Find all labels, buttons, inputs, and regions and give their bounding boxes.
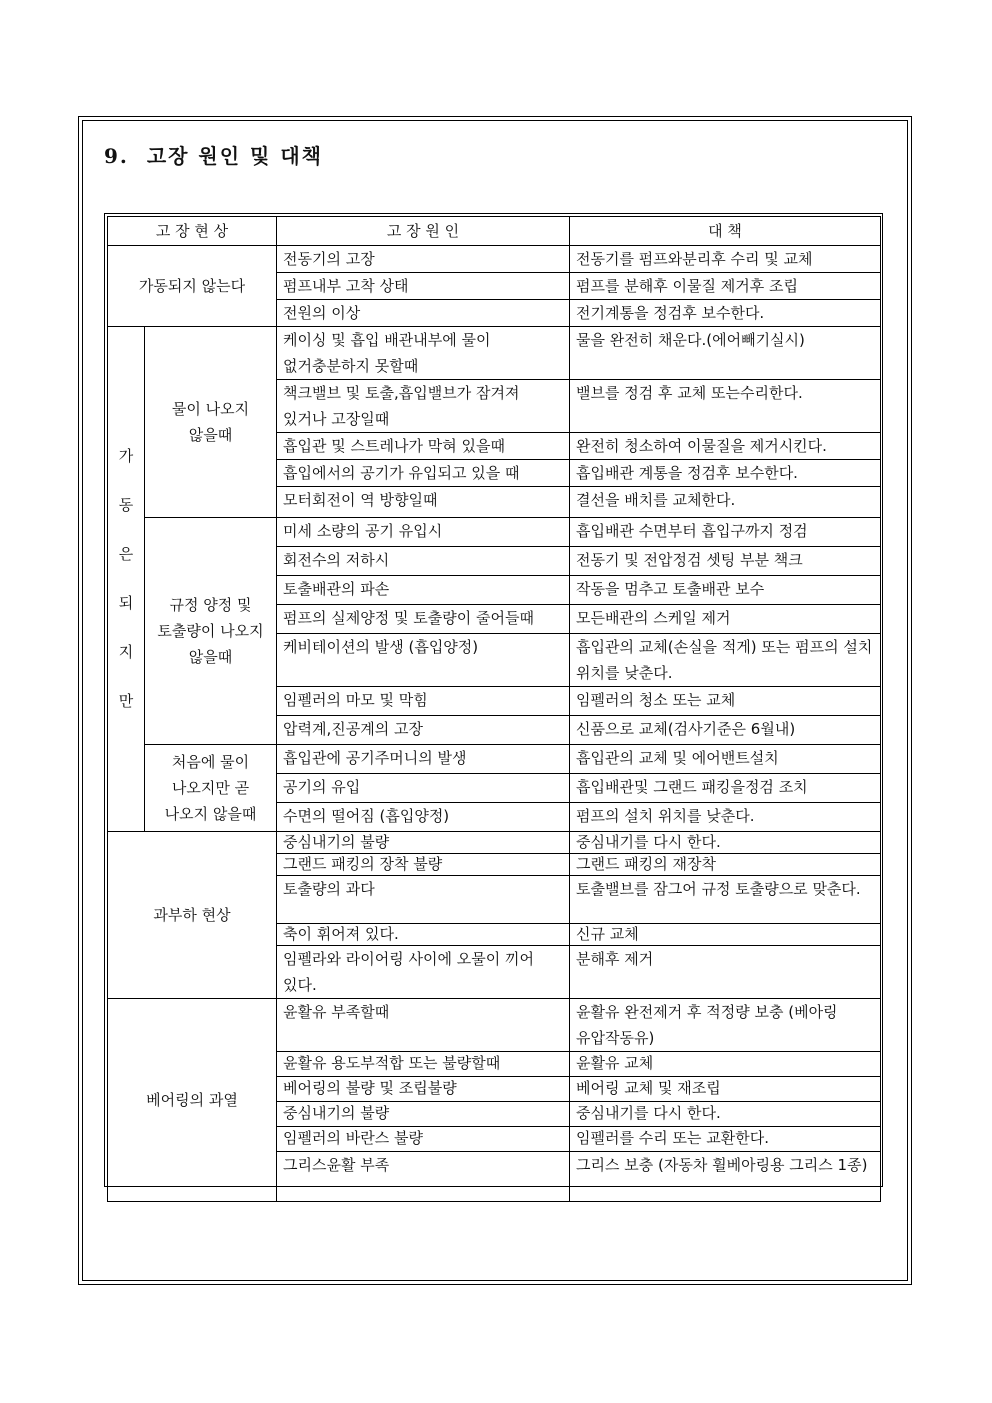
cause-cell: 임펠러의 바란스 불량	[277, 1127, 570, 1152]
remedy-cell: 펌프를 분해후 이물질 제거후 조립	[570, 273, 881, 300]
symptom-cell: 과부하 현상	[108, 832, 277, 999]
cause-cell: 임펠러의 마모 및 막힘	[277, 687, 570, 716]
section-number: 9.	[104, 144, 129, 168]
remedy-cell: 완전히 청소하여 이물질을 제거시킨다.	[570, 433, 881, 460]
cause-cell: 수면의 떨어짐 (흡입양정)	[277, 803, 570, 832]
sub-symptom-cell: 처음에 물이 나오지만 곧 나오지 않을때	[145, 745, 277, 832]
cause-cell: 임펠라와 라이어링 사이에 오물이 끼어 있다.	[277, 946, 570, 999]
symptom-cell: 베어링의 과열	[108, 999, 277, 1202]
cause-cell: 펌프의 실제양정 및 토출량이 줄어들때	[277, 605, 570, 634]
remedy-cell: 흡입배관 계통을 정검후 보수한다.	[570, 460, 881, 487]
remedy-cell: 결선을 배치를 교체한다.	[570, 487, 881, 518]
cause-cell: 공기의 유입	[277, 774, 570, 803]
vertical-char: 지	[118, 643, 134, 661]
remedy-cell: 흡입관의 교체(손실을 적게) 또는 펌프의 설치 위치를 낮춘다.	[570, 634, 881, 687]
remedy-cell: 중심내기를 다시 한다.	[570, 1102, 881, 1127]
header-cause: 고 장 원 인	[277, 217, 570, 246]
sub-symptom-cell: 규정 양정 및 토출량이 나오지 않을때	[145, 518, 277, 745]
cause-cell: 윤활유 부족할때	[277, 999, 570, 1052]
header-symptom: 고 장 현 상	[108, 217, 277, 246]
symptom-vertical-label	[108, 327, 145, 832]
remedy-cell: 신규 교체	[570, 924, 881, 946]
remedy-cell: 작동을 멈추고 토출배관 보수	[570, 576, 881, 605]
cause-cell: 흡입관에 공기주머니의 발생	[277, 745, 570, 774]
remedy-cell: 토출밸브를 잠그어 규정 토출량으로 맞춘다.	[570, 876, 881, 924]
remedy-cell: 밸브를 정검 후 교체 또는수리한다.	[570, 380, 881, 433]
remedy-cell: 펌프의 설치 위치를 낮춘다.	[570, 803, 881, 832]
cause-cell: 그랜드 패킹의 장착 불량	[277, 854, 570, 876]
cause-cell: 전동기의 고장	[277, 246, 570, 273]
header-remedy: 대 책	[570, 217, 881, 246]
vertical-char: 동	[118, 496, 134, 514]
section-heading	[104, 140, 323, 169]
cause-cell: 토출량의 과다	[277, 876, 570, 924]
remedy-cell: 베어링 교체 및 재조립	[570, 1077, 881, 1102]
cause-cell: 그리스윤활 부족	[277, 1152, 570, 1202]
remedy-cell: 전동기 및 전압정검 셋팅 부분 책크	[570, 547, 881, 576]
cause-cell: 펌프내부 고착 상태	[277, 273, 570, 300]
remedy-cell: 흡입배관및 그랜드 패킹을정검 조치	[570, 774, 881, 803]
remedy-cell: 흡입배관 수면부터 흡입구까지 정검	[570, 518, 881, 547]
remedy-cell: 전기계통을 정검후 보수한다.	[570, 300, 881, 327]
vertical-char: 가	[118, 447, 134, 465]
symptom-cell: 가동되지 않는다	[108, 246, 277, 327]
cause-cell: 베어링의 불량 및 조립불량	[277, 1077, 570, 1102]
cause-cell: 흡입관 및 스트레나가 막혀 있을때	[277, 433, 570, 460]
cause-cell: 회전수의 저하시	[277, 547, 570, 576]
vertical-char: 만	[118, 692, 134, 710]
cause-cell: 흡입에서의 공기가 유입되고 있을 때	[277, 460, 570, 487]
cause-cell: 케이싱 및 흡입 배관내부에 물이 없거충분하지 못할때	[277, 327, 570, 380]
remedy-cell: 임펠러를 수리 또는 교환한다.	[570, 1127, 881, 1152]
section-title: 고장 원인 및 대책	[146, 144, 323, 168]
cause-cell: 압력계,진공계의 고장	[277, 716, 570, 745]
vertical-char: 은	[118, 545, 134, 563]
cause-cell: 중심내기의 불량	[277, 1102, 570, 1127]
remedy-cell: 중심내기를 다시 한다.	[570, 832, 881, 854]
remedy-cell: 흡입관의 교체 및 에어밴트설치	[570, 745, 881, 774]
remedy-cell: 윤활유 교체	[570, 1052, 881, 1077]
cause-cell: 중심내기의 불량	[277, 832, 570, 854]
cause-cell: 전원의 이상	[277, 300, 570, 327]
remedy-cell: 임펠러의 청소 또는 교체	[570, 687, 881, 716]
cause-cell: 책크밸브 및 토출,흡입밸브가 잠겨져 있거나 고장일때	[277, 380, 570, 433]
cause-cell: 윤활유 용도부적합 또는 불량할때	[277, 1052, 570, 1077]
remedy-cell: 분해후 제거	[570, 946, 881, 999]
cause-cell: 모터회전이 역 방향일때	[277, 487, 570, 518]
remedy-cell: 그랜드 패킹의 재장착	[570, 854, 881, 876]
remedy-cell: 그리스 보충 (자동차 휠베아링용 그리스 1종)	[570, 1152, 881, 1202]
sub-symptom-cell: 물이 나오지 않을때	[145, 327, 277, 518]
remedy-cell: 모든배관의 스케일 제거	[570, 605, 881, 634]
cause-cell: 미세 소량의 공기 유입시	[277, 518, 570, 547]
cause-cell: 축이 휘어져 있다.	[277, 924, 570, 946]
remedy-cell: 윤활유 완전제거 후 적정량 보충 (베아링 유압작동유)	[570, 999, 881, 1052]
vertical-char: 되	[118, 594, 134, 612]
remedy-cell: 신품으로 교체(검사기준은 6월내)	[570, 716, 881, 745]
remedy-cell: 물을 완전히 채운다.(에어빼기실시)	[570, 327, 881, 380]
cause-cell: 토출배관의 파손	[277, 576, 570, 605]
remedy-cell: 전동기를 펌프와분리후 수리 및 교체	[570, 246, 881, 273]
troubleshooting-table	[107, 216, 881, 1202]
cause-cell: 케비테이션의 발생 (흡입양정)	[277, 634, 570, 687]
